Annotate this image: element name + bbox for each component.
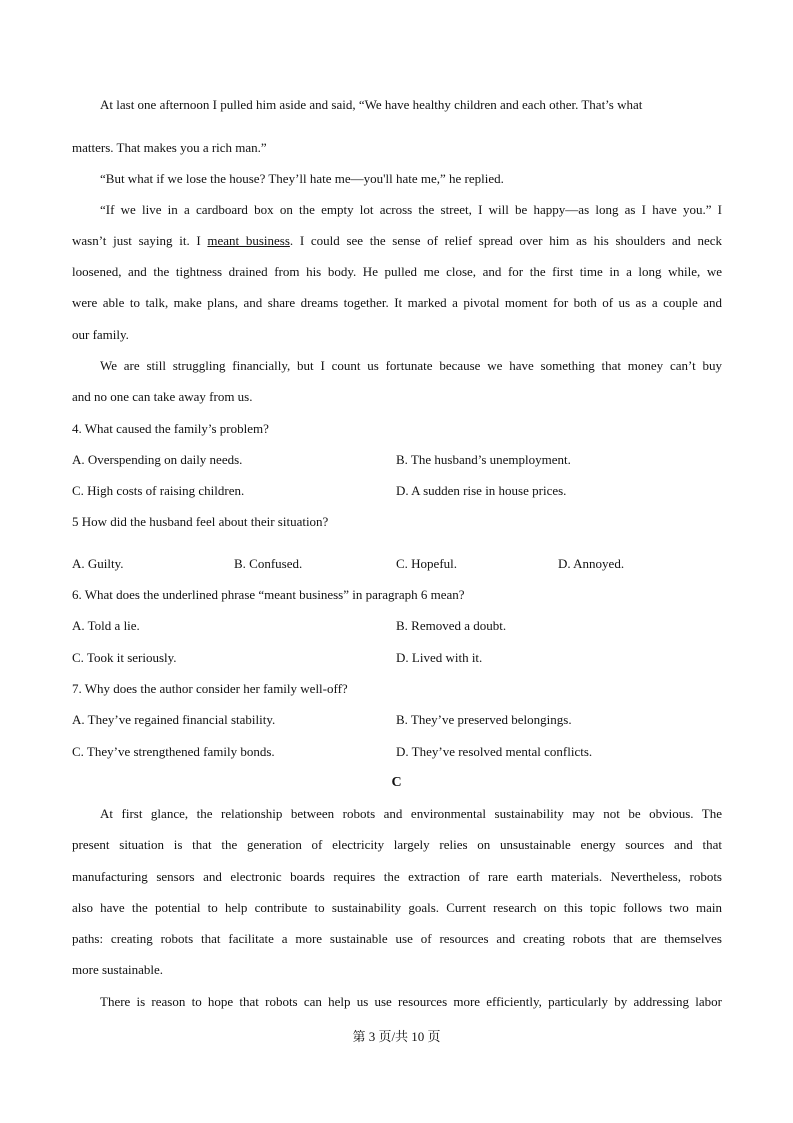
paragraph-line: We are still struggling financially, but I count us fortunate because we have something that money can’t buy: [100, 358, 722, 373]
option-d: D. Lived with it.: [396, 650, 483, 665]
paragraph-line: more sustainable.: [72, 962, 163, 977]
option-c: C. Took it seriously.: [72, 650, 177, 665]
page-number: 第 3 页/共 10 页: [352, 1029, 441, 1044]
paragraph-line: “If we live in a cardboard box on the empty lot across the street, I will be happy—as long as I have you.” I: [100, 202, 722, 217]
option-c: C. High costs of raising children.: [72, 483, 245, 498]
question-stem: 4. What caused the family’s problem?: [72, 421, 269, 436]
option-a: A. They’ve regained financial stability.: [72, 712, 276, 727]
paragraph-line: “But what if we lose the house? They’ll hate me—you'll hate me,” he replied.: [100, 171, 504, 186]
option-d: D. They’ve resolved mental conflicts.: [396, 744, 593, 759]
question-stem: 6. What does the underlined phrase “meant business” in paragraph 6 mean?: [72, 587, 465, 602]
option-a: A. Guilty.: [72, 556, 124, 571]
paragraph-line: At first glance, the relationship between robots and environmental sustainability may not be obvious. The: [100, 806, 722, 821]
option-b: B. Removed a doubt.: [396, 618, 507, 633]
option-b: B. Confused.: [234, 556, 303, 571]
option-b: B. They’ve preserved belongings.: [396, 712, 572, 727]
section-heading: C: [391, 775, 402, 790]
option-b: B. The husband’s unemployment.: [396, 452, 571, 467]
paragraph-line: our family.: [72, 327, 129, 342]
paragraph-line: manufacturing sensors and electronic boards requires the extraction of rare earth materials. Nevertheless, robots: [72, 869, 722, 884]
paragraph-line: and no one can take away from us.: [72, 389, 253, 404]
option-d: D. Annoyed.: [558, 556, 625, 571]
text-span: wasn’t just saying it. I: [72, 233, 208, 248]
option-c: C. They’ve strengthened family bonds.: [72, 744, 275, 759]
paragraph-line: matters. That makes you a rich man.”: [72, 140, 267, 155]
paragraph-line: There is reason to hope that robots can help us use resources more efficiently, particularly by addressing labor: [100, 994, 722, 1009]
underlined-phrase: meant business: [207, 233, 290, 248]
paragraph-line: present situation is that the generation of electricity largely relies on unsustainable energy sources and that: [72, 837, 722, 852]
paragraph-line: [72, 233, 722, 249]
question-stem: 7. Why does the author consider her family well-off?: [72, 681, 348, 696]
paragraph-line: loosened, and the tightness drained from his body. He pulled me close, and for the first time in a long while, we: [72, 264, 722, 279]
paragraph-line: also have the potential to help contribute to sustainability goals. Current research on this topic follows two main: [72, 900, 722, 915]
question-stem: 5 How did the husband feel about their situation?: [72, 514, 329, 529]
paragraph-line: At last one afternoon I pulled him aside and said, “We have healthy children and each other. That’s what: [100, 97, 643, 112]
option-a: A. Overspending on daily needs.: [72, 452, 243, 467]
option-a: A. Told a lie.: [72, 618, 140, 633]
option-c: C. Hopeful.: [396, 556, 458, 571]
paragraph-line: were able to talk, make plans, and share dreams together. It marked a pivotal moment for both of us as a couple and: [72, 295, 722, 310]
paragraph-line: paths: creating robots that facilitate a more sustainable use of resources and creating robots that are themselves: [72, 931, 722, 946]
text-span: . I could see the sense of relief spread over him as his shoulders and neck: [289, 233, 722, 248]
option-d: D. A sudden rise in house prices.: [396, 483, 567, 498]
